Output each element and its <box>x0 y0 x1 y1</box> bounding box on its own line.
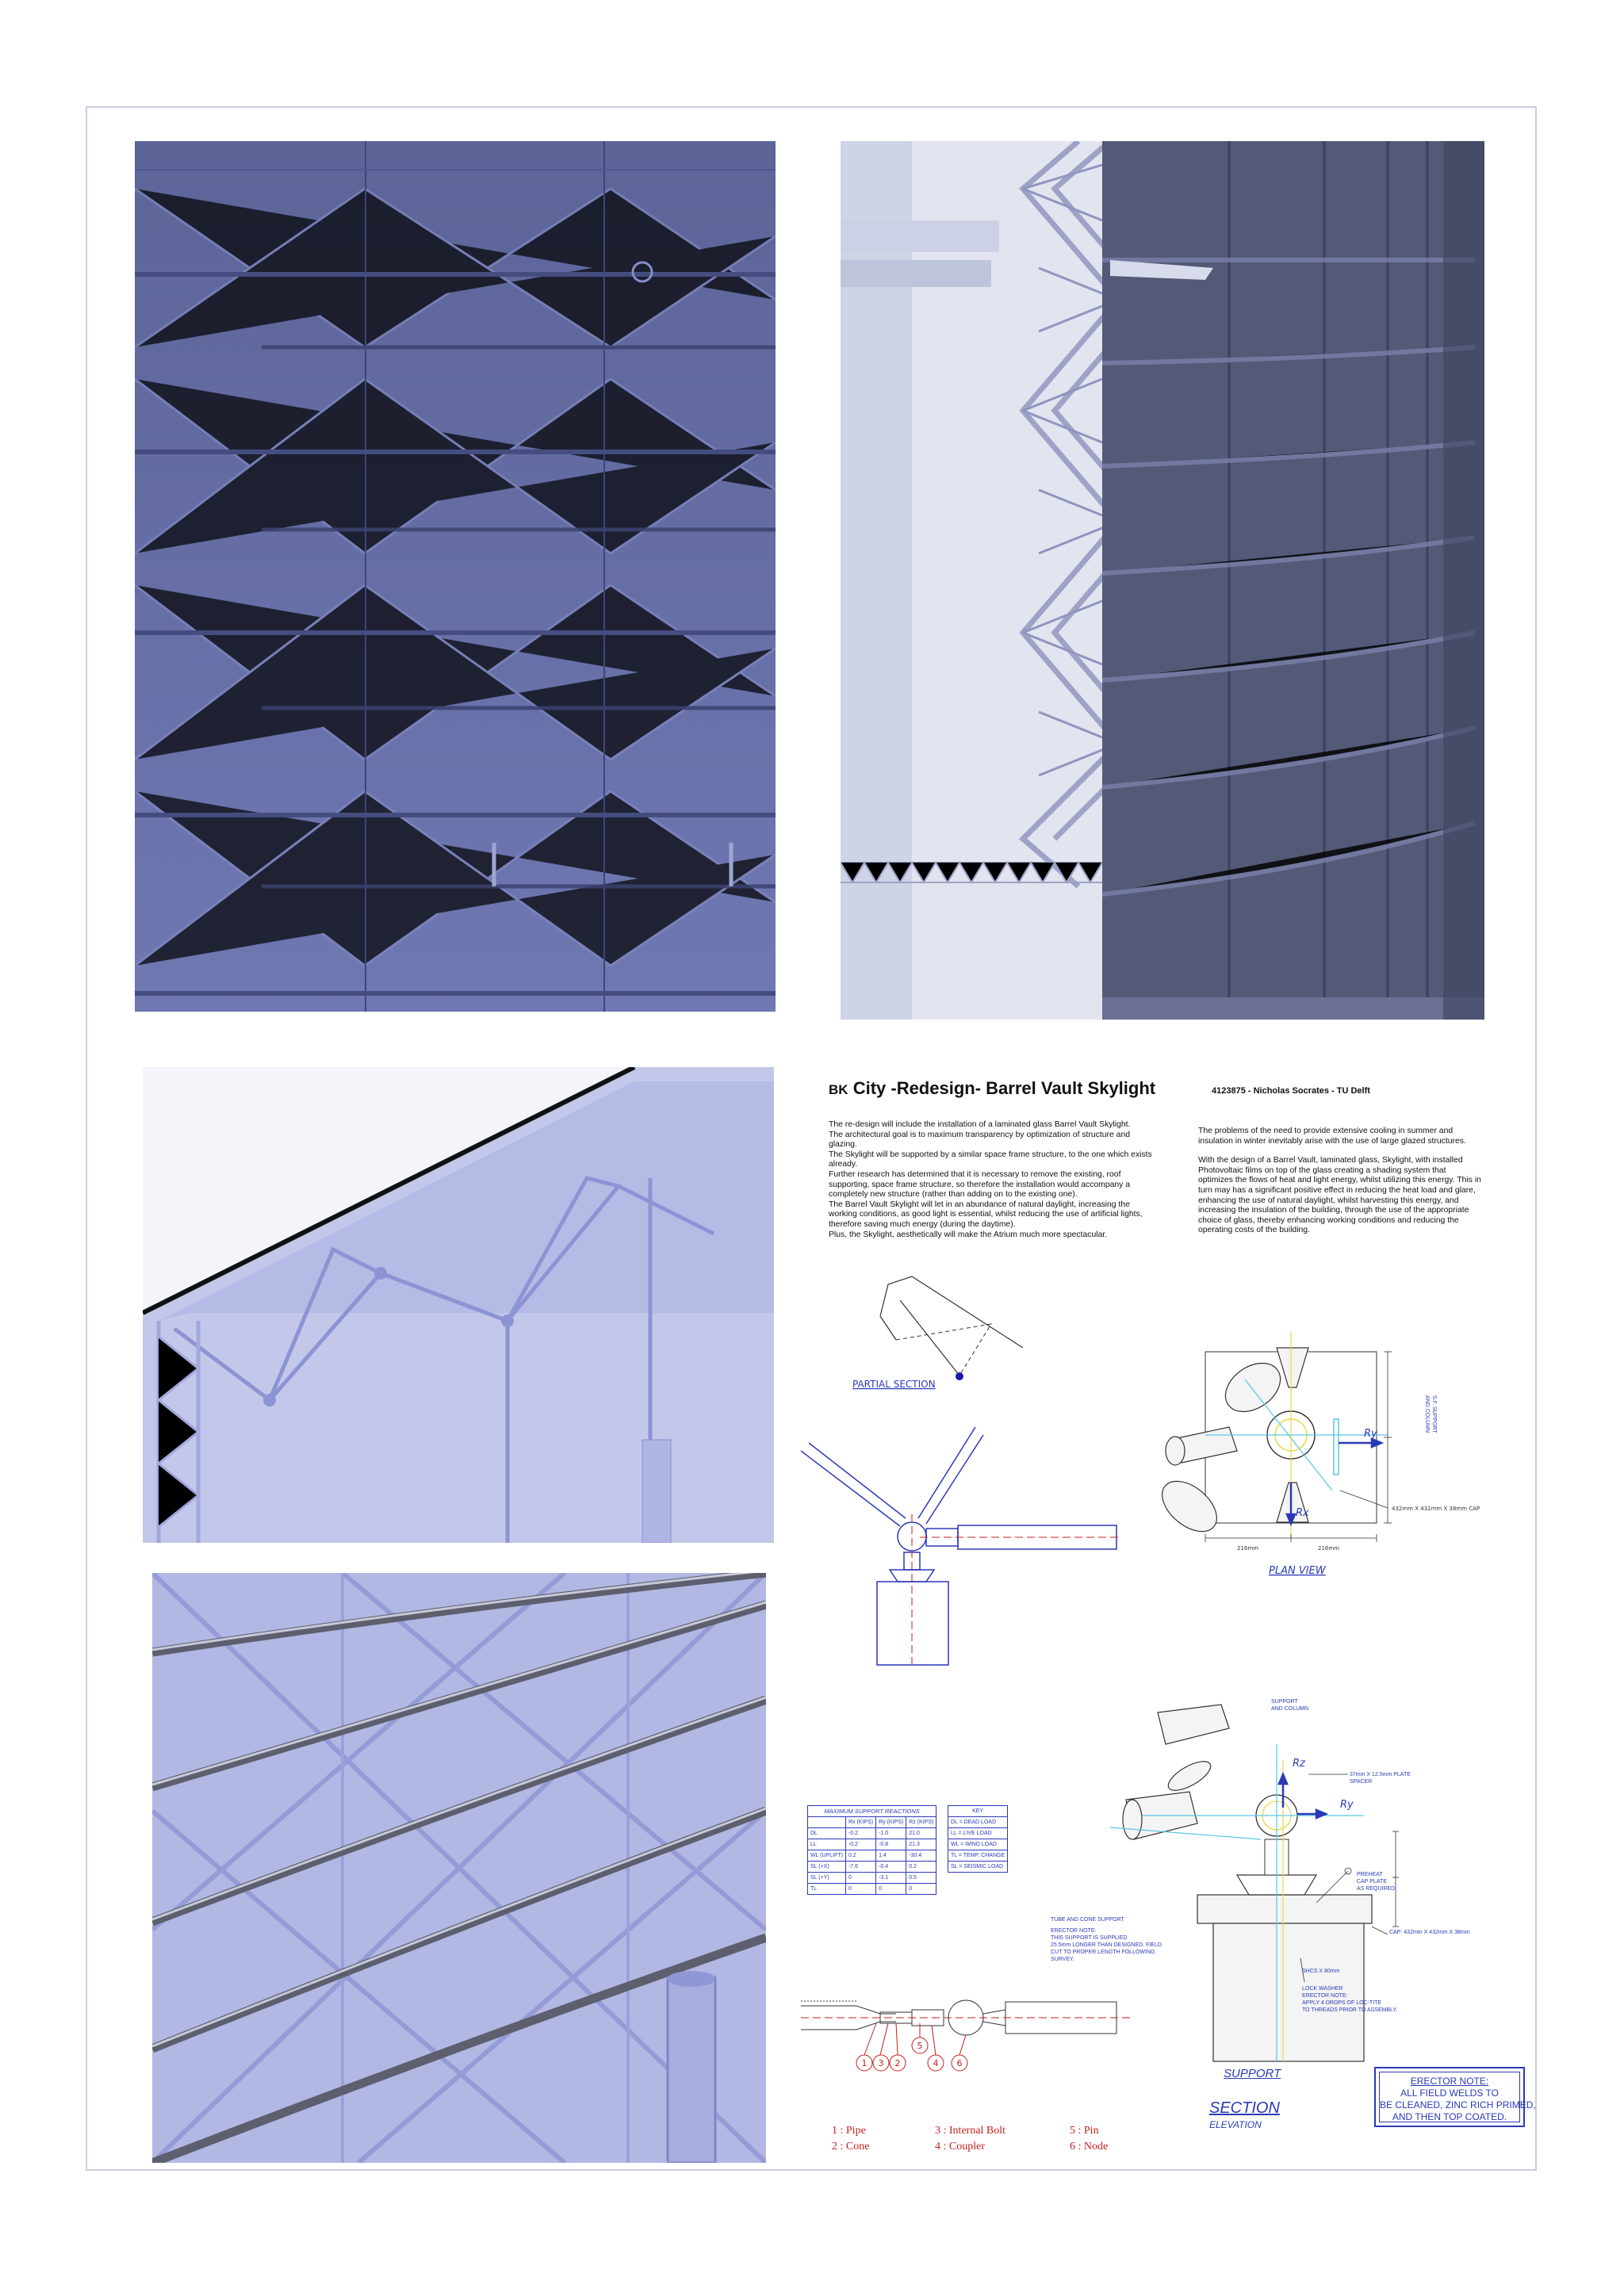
key-title: KEY <box>948 1806 1008 1817</box>
text-column-right <box>1198 1127 1482 1236</box>
shcs-label: SHCS X 80mm <box>1302 1969 1340 1974</box>
title-prefix: BK <box>829 1082 848 1097</box>
table-cell: LL <box>808 1839 846 1850</box>
key-row: WL = WIND LOAD <box>948 1839 1008 1850</box>
plate-spacer-label: 37mm X 12.5mm PLATE SPACER <box>1350 1772 1411 1785</box>
table-header: Rz (KIPS) <box>906 1817 936 1828</box>
legend-item: 6 : Node <box>1070 2141 1109 2152</box>
support-label: SUPPORT <box>1224 2067 1281 2080</box>
ry-label-section: Ry <box>1340 1799 1354 1811</box>
legend-item: 2 : Cone <box>832 2141 870 2152</box>
table-cell: -30.4 <box>906 1850 936 1862</box>
table-cell: 0 <box>906 1884 936 1895</box>
partial-section-drawing <box>848 1269 1039 1395</box>
table-cell: 0 <box>845 1884 875 1895</box>
paragraph: The architectural goal is to maximum transparency by optimization of structure and glazing. <box>829 1130 1131 1150</box>
table-cell: TL <box>808 1884 846 1895</box>
key-row: LL = LIVE LOAD <box>948 1828 1008 1839</box>
table-cell: 0.5 <box>906 1873 936 1884</box>
part-number: 1 <box>861 2058 868 2068</box>
lock-washer-label: LOCK WASHER ERECTOR NOTE: APPLY 4 DROPS OF LOC-TITE TO THREADS PRIOR TO ASSEMBLY. <box>1302 1986 1398 2013</box>
part-number: 6 <box>956 2058 963 2068</box>
support-section-drawing <box>1110 1681 1491 2061</box>
key-row: DL = DEAD LOAD <box>948 1817 1008 1828</box>
table-cell: 21.3 <box>906 1839 936 1850</box>
table-header <box>808 1817 846 1828</box>
plan-view-label: PLAN VIEW <box>1269 1565 1326 1577</box>
table-row <box>808 1884 936 1895</box>
legend-item: 4 : Coupler <box>935 2141 985 2152</box>
dim-label: 216mm <box>1318 1545 1339 1552</box>
render-glass-roof-underside <box>135 141 776 1012</box>
erector-note-body: ALL FIELD WELDS TO BE CLEANED, ZINC RICH PRIMED, AND THEN TOP COATED. <box>1380 2087 1536 2122</box>
part-number: 2 <box>894 2058 901 2068</box>
part-number: 4 <box>933 2058 939 2068</box>
table-row <box>808 1862 936 1873</box>
erector-note-small: ERECTOR NOTE: THIS SUPPORT IS SUPPLIED 25.5mm LONGER THAN DESIGNED. FIELD CUT TO PROPER LENGTH FOLLOWING SURVEY. <box>1051 1928 1162 1962</box>
author-line: 4123875 - Nicholas Socrates - TU Delft <box>1212 1086 1370 1096</box>
legend-item: 1 : Pipe <box>832 2125 866 2137</box>
rx-label-plan: Rx <box>1296 1507 1309 1519</box>
support-and-column-label: SUPPORT AND COLUMN <box>1271 1699 1309 1712</box>
table-cell: WL (UPLIFT) <box>808 1850 846 1862</box>
erector-note-box <box>1374 2067 1536 2127</box>
poster-title <box>829 1078 1155 1099</box>
key-row: TL = TEMP. CHANGE <box>948 1850 1008 1862</box>
table-row <box>808 1839 936 1850</box>
table-row <box>808 1850 936 1862</box>
section-label: SECTION <box>1209 2099 1280 2117</box>
table-cell: 0 <box>845 1873 875 1884</box>
paragraph: The problems of the need to provide extensive cooling in summer and insulation in winter inevitably arise with the use of large glazed structures. <box>1198 1127 1466 1146</box>
part-number: 5 <box>917 2041 923 2051</box>
elevation-label: ELEVATION <box>1209 2119 1262 2130</box>
table-cell: 21.0 <box>906 1828 936 1839</box>
title-main: City -Redesign- Barrel Vault Skylight <box>852 1078 1156 1098</box>
parts-legend <box>832 2125 1117 2172</box>
table-cell: SL (+X) <box>808 1862 846 1873</box>
cap-label: CAP: 432mm X 432mm X 38mm <box>1389 1930 1470 1935</box>
render-2-svg <box>841 141 1484 1020</box>
tube-cone-label: TUBE AND CONE SUPPORT <box>1051 1917 1124 1923</box>
table-header: Ry (KIPS) <box>876 1817 906 1828</box>
paragraph: The Barrel Vault Skylight will let in an abundance of natural daylight, increasing the working conditions, as good light is essential, whilst reducing the use of artificial lights, therefore saving much energy (during the daytime). <box>829 1200 1143 1229</box>
render-vault-section <box>143 1067 774 1543</box>
sf-support-label: S.F. SUPPORT AND COLUMN <box>1424 1395 1437 1433</box>
text-column-left <box>829 1120 1160 1240</box>
table-cell: -0.2 <box>845 1828 875 1839</box>
plan-view-drawing <box>1126 1332 1491 1665</box>
part-number: 3 <box>878 2058 884 2068</box>
paragraph: The Skylight will be supported by a similar space frame structure, to the one which exists already. <box>829 1150 1152 1169</box>
key-row: SL = SEISMIC LOAD <box>948 1862 1008 1873</box>
table-cell: 0.2 <box>845 1850 875 1862</box>
paragraph: Plus, the Skylight, aesthetically will make the Atrium much more spectacular. <box>829 1230 1108 1239</box>
table-cell: 1.4 <box>876 1850 906 1862</box>
render-1-svg <box>135 141 776 1012</box>
render-barrel-arches <box>152 1573 766 2163</box>
rz-label: Rz <box>1293 1758 1305 1770</box>
render-space-frame-elevation <box>841 141 1484 1020</box>
erector-note-heading: ERECTOR NOTE: <box>1410 2076 1489 2087</box>
table-cell: -1.0 <box>876 1828 906 1839</box>
table-row <box>808 1873 936 1884</box>
reactions-title: MAXIMUM SUPPORT REACTIONS <box>808 1806 936 1817</box>
dim-label: 216mm <box>1237 1545 1258 1552</box>
ry-label-plan: Ry <box>1364 1428 1377 1440</box>
table-cell: SL (+Y) <box>808 1873 846 1884</box>
paragraph: The re-design will include the installation of a laminated glass Barrel Vault Skylight. <box>829 1120 1131 1129</box>
table-cell: -0.2 <box>845 1839 875 1850</box>
load-key-table <box>948 1805 1008 1873</box>
cap-plan-label: 432mm X 432mm X 38mm CAP <box>1392 1506 1480 1512</box>
render-3-svg <box>143 1067 774 1543</box>
legend-item: 5 : Pin <box>1070 2125 1099 2137</box>
table-cell: -7.6 <box>845 1862 875 1873</box>
paragraph: Further research has determined that it is necessary to remove the existing, roof supporting, space frame structure, so therefore the installation would accompany a completely new structure (rather than adding on to the existing one). <box>829 1169 1131 1200</box>
partial-section-label: PARTIAL SECTION <box>852 1379 936 1390</box>
node-elevation-drawing <box>801 1419 1118 1665</box>
render-4-svg <box>152 1573 766 2163</box>
table-row <box>808 1828 936 1839</box>
pipe-node-detail-drawing <box>801 1982 1134 2077</box>
table-cell: -3.1 <box>876 1873 906 1884</box>
table-cell: DL <box>808 1828 846 1839</box>
table-header: Rx (KIPS) <box>845 1817 875 1828</box>
preheat-label: PREHEAT CAP PLATE AS REQUIRED <box>1357 1872 1396 1892</box>
table-cell: 0 <box>876 1884 906 1895</box>
table-cell: -0.4 <box>876 1862 906 1873</box>
legend-item: 3 : Internal Bolt <box>935 2125 1006 2137</box>
paragraph: With the design of a Barrel Vault, laminated glass, Skylight, with installed Photovoltaic films on top of the glass creating a shading system that optimizes the flows of heat and light energy, whilst utilizing this energy. This in turn may has a significant positive effect in reducing the heat load and glare, enhancing the use of natural daylight, whilst harvesting this energy, and increasing the insulation of the building, through the use of the appropriate choice of glass, thereby enhancing working conditions and reducing the operating costs of the building. <box>1198 1156 1481 1235</box>
table-cell: 0.2 <box>906 1862 936 1873</box>
table-cell: -0.8 <box>876 1839 906 1850</box>
